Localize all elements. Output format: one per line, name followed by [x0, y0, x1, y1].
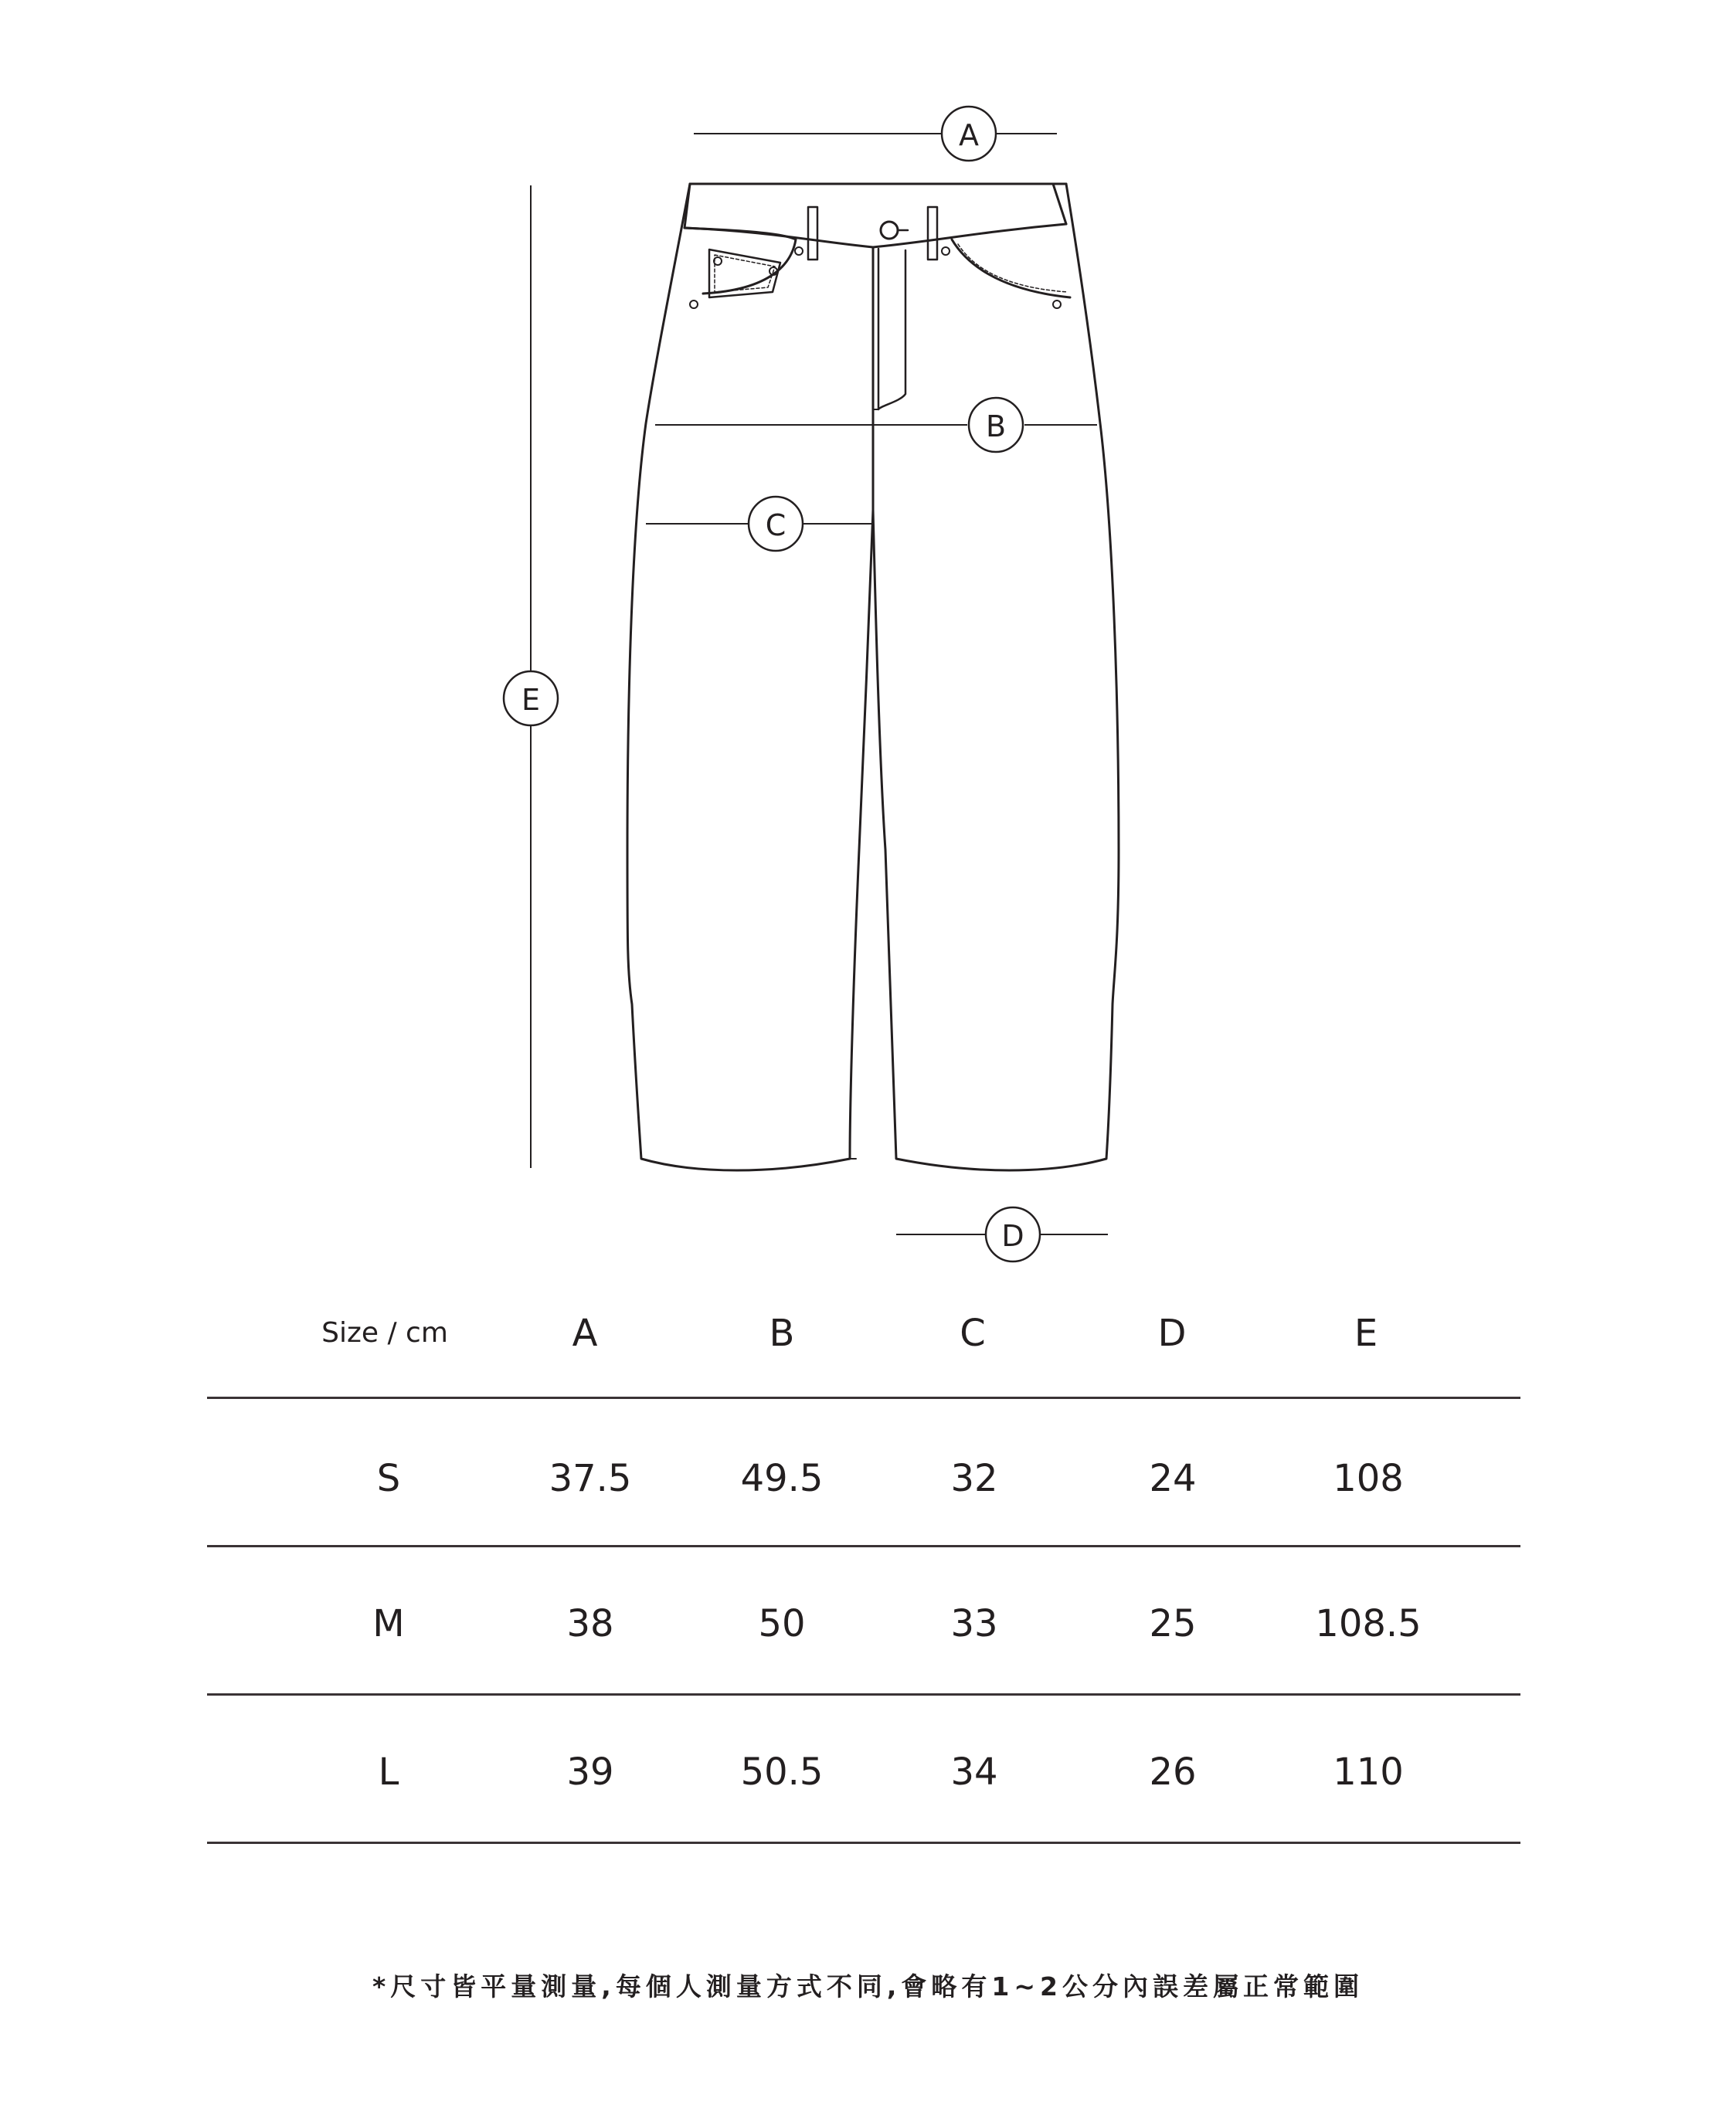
row-s-c: 32: [950, 1457, 998, 1500]
header-c: C: [960, 1312, 986, 1355]
table-rule: [207, 1397, 1520, 1399]
row-s-e: 108: [1333, 1457, 1404, 1500]
marker-c-label: C: [765, 508, 786, 542]
header-a: A: [572, 1312, 598, 1355]
header-e: E: [1354, 1312, 1378, 1355]
marker-d-label: D: [1001, 1219, 1024, 1253]
row-l-c: 34: [950, 1750, 998, 1794]
header-b: B: [769, 1312, 795, 1355]
table-rule: [207, 1693, 1520, 1696]
header-d: D: [1157, 1312, 1187, 1355]
row-m-d: 25: [1149, 1602, 1197, 1645]
row-s-b: 49.5: [740, 1457, 824, 1500]
row-m-size: M: [372, 1602, 405, 1645]
row-m-a: 38: [566, 1602, 614, 1645]
row-s-d: 24: [1149, 1457, 1197, 1500]
row-l-d: 26: [1149, 1750, 1197, 1794]
marker-e-label: E: [521, 683, 541, 717]
row-l-size: L: [378, 1750, 399, 1794]
row-m-e: 108.5: [1315, 1602, 1422, 1645]
row-m-c: 33: [950, 1602, 998, 1645]
row-l-a: 39: [566, 1750, 614, 1794]
table-rule: [207, 1842, 1520, 1844]
row-l-e: 110: [1333, 1750, 1404, 1794]
marker-a-label: A: [959, 118, 979, 152]
row-l-b: 50.5: [740, 1750, 824, 1794]
marker-b-label: B: [985, 409, 1007, 443]
table-rule: [207, 1545, 1520, 1547]
row-s-a: 37.5: [549, 1457, 632, 1500]
row-s-size: S: [376, 1457, 401, 1500]
measurement-footnote: *尺寸皆平量測量,每個人測量方式不同,會略有1~2公分內誤差屬正常範圍: [372, 1971, 1364, 2002]
pants-outline-icon: [627, 184, 1119, 1170]
row-m-b: 50: [758, 1602, 806, 1645]
header-size-unit: Size / cm: [321, 1317, 448, 1349]
